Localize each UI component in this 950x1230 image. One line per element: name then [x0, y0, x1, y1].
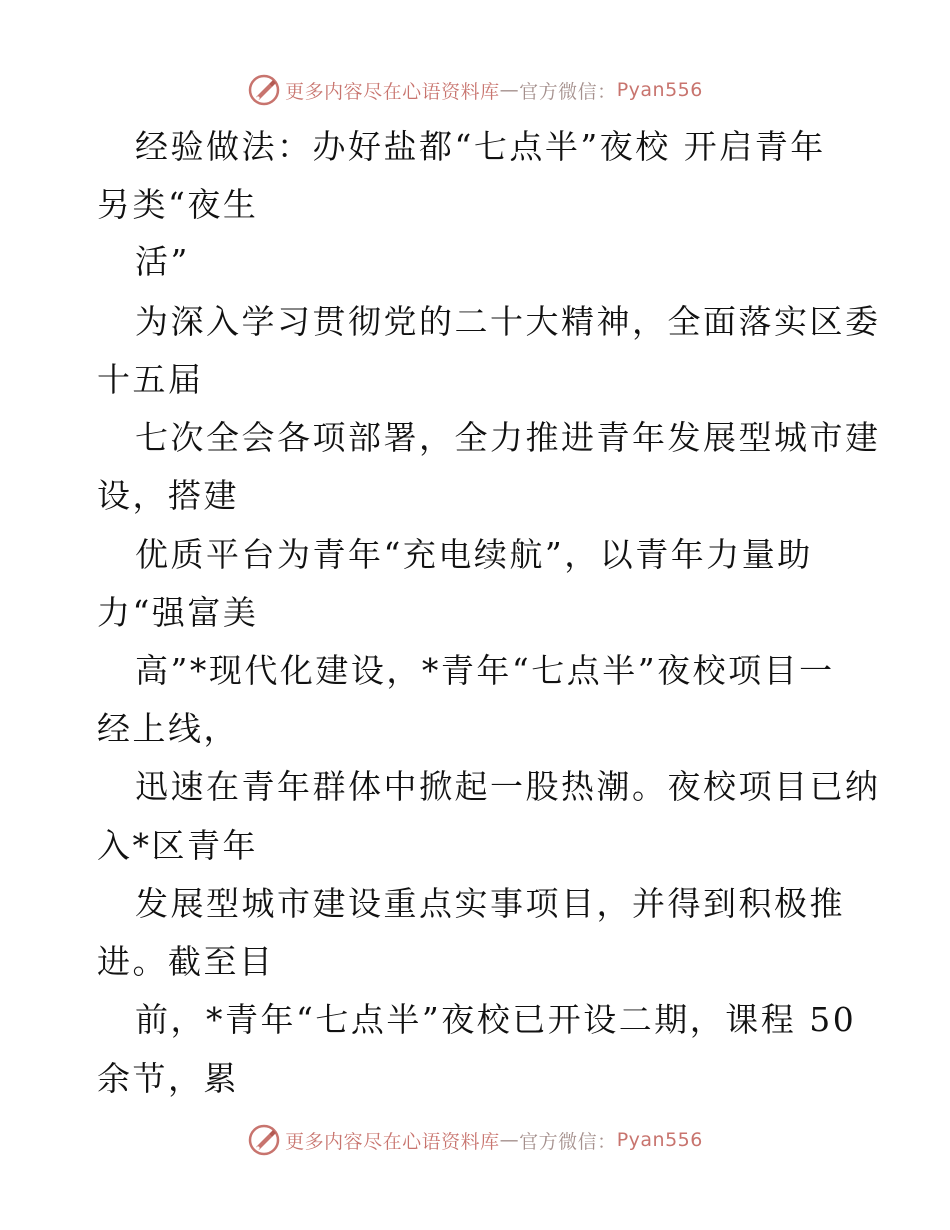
body-line: 高”*现代化建设，*青年“七点半”夜校项目一 — [135, 651, 835, 690]
header-watermark — [0, 70, 950, 110]
watermark-wechat-id: Pyan556 — [616, 1129, 703, 1151]
body-line: 另类“夜生 — [97, 185, 259, 224]
body-line: 优质平台为青年“充电续航”，以青年力量助 — [135, 535, 813, 574]
watermark-wechat-label: 官方微信： — [519, 1130, 617, 1153]
pen-logo-icon — [247, 1123, 281, 1157]
body-line: 进。截至目 — [97, 942, 275, 981]
watermark-site: 更多内容尽在心语资料库 — [285, 80, 500, 103]
body-line: 十五届 — [97, 360, 204, 399]
footer-watermark — [0, 1120, 950, 1160]
body-line: 迅速在青年群体中掀起一股热潮。夜校项目已纳 — [135, 767, 881, 806]
body-line: 经上线， — [97, 709, 239, 748]
body-line: 七次全会各项部署，全力推进青年发展型城市建 — [135, 418, 881, 457]
body-line: 余节，累 — [97, 1059, 239, 1098]
body-line: 前，*青年“七点半”夜校已开设二期，课程 50 — [135, 1000, 857, 1039]
body-line: 力“强富美 — [97, 593, 259, 632]
watermark-dash: — — [499, 79, 520, 101]
watermark-wechat-id: Pyan556 — [616, 79, 703, 101]
body-line: 设，搭建 — [97, 476, 239, 515]
body-line: 活” — [135, 242, 190, 281]
body-line: 为深入学习贯彻党的二十大精神，全面落实区委 — [135, 302, 881, 341]
watermark-dash: — — [499, 1129, 520, 1151]
body-line: 入*区青年 — [97, 826, 258, 865]
body-line: 发展型城市建设重点实事项目，并得到积极推 — [135, 884, 845, 923]
body-line: 经验做法：办好盐都“七点半”夜校 开启青年 — [135, 127, 826, 166]
watermark-site: 更多内容尽在心语资料库 — [285, 1130, 500, 1153]
pen-logo-icon — [247, 73, 281, 107]
watermark-wechat-label: 官方微信： — [519, 80, 617, 103]
